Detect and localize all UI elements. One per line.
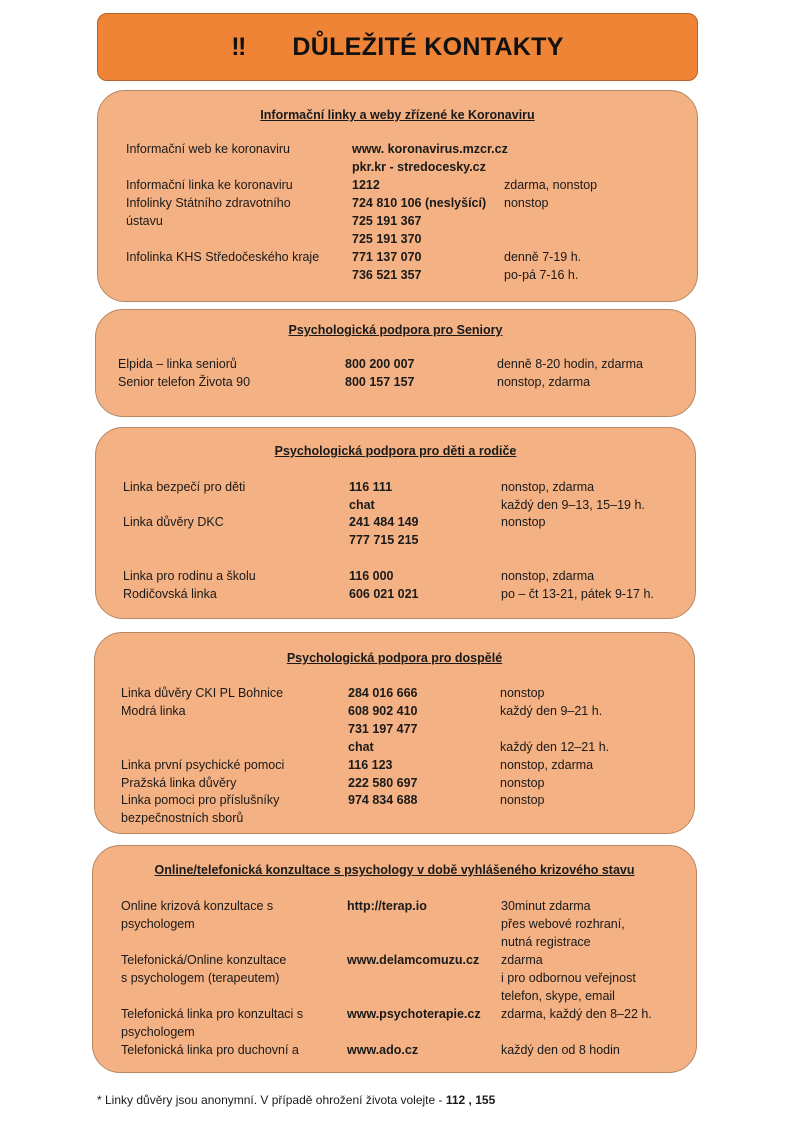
page-title: DŮLEŽITÉ KONTAKTY xyxy=(292,32,564,61)
section-online-consultation: Online/telefonická konzultace s psychology v době vyhlášeného krizového stavu Online krizová konzultace s http://terap.io 30minut zdarma psychologem přes webové rozhraní, nutná registrace Telefonická/Online konzultace www.delamcomuzu.cz zdarma s psychologem (terapeutem) i pro odbornou veřejnost telefon, skype, email Telefonická linka pro konzultaci s www.psychoterapie.cz zdarma, každý den 8–22 h. psychologem Telefonická linka pro duchovní a www.ado.cz každý den od 8 hodin xyxy=(92,845,697,1073)
section-children-parents: Psychologická podpora pro děti a rodiče Linka bezpečí pro děti 116 111 nonstop, zdarma chat každý den 9–13, 15–19 h. Linka důvěry DKC 241 484 149 nonstop 777 715 215 Linka pro rodinu a školu 116 000 nonstop, zdarma Rodičovská linka 606 021 021 po – čt 13-21, pátek 9-17 h. xyxy=(95,427,696,619)
section-title: Psychologická podpora pro děti a rodiče xyxy=(274,444,517,458)
section-title: Online/telefonická konzultace s psychology v době vyhlášeného krizového stavu xyxy=(154,863,635,877)
footer-text: * Linky důvěry jsou anonymní. V případě ohrožení života volejte - xyxy=(97,1093,446,1107)
page-title-banner xyxy=(97,13,698,81)
section-title: Informační linky a weby zřízené ke Koronaviru xyxy=(260,108,535,122)
emergency-numbers: 112 , 155 xyxy=(445,1093,496,1107)
footer-note xyxy=(97,1093,495,1107)
section-coronavirus-info: Informační linky a weby zřízené ke Koronaviru Informační web ke koronaviru www. koronavirus.mzcr.cz pkr.kr - stredocesky.cz Informační linka ke koronaviru 1212 zdarma, nonstop Infolinky Státního zdravotního 724 810 106 (neslyšící) nonstop ústavu 725 191 367 725 191 370 Infolinka KHS Středočeského kraje 771 137 070 denně 7-19 h. 736 521 357 po-pá 7-16 h. xyxy=(97,90,698,302)
section-adults: Psychologická podpora pro dospělé Linka důvěry CKI PL Bohnice 284 016 666 nonstop Modrá linka 608 902 410 každý den 9–21 h. 731 197 477 chat každý den 12–21 h. Linka první psychické pomoci 116 123 nonstop, zdarma Pražská linka důvěry 222 580 697 nonstop Linka pomoci pro příslušníky 974 834 688 nonstop bezpečnostních sborů xyxy=(94,632,695,834)
section-title: Psychologická podpora pro dospělé xyxy=(286,651,503,665)
section-title: Psychologická podpora pro Seniory xyxy=(288,323,503,337)
section-seniors: Psychologická podpora pro Seniory Elpida – linka seniorů 800 200 007 denně 8-20 hodin, zdarma Senior telefon Života 90 800 157 157 nonstop, zdarma xyxy=(95,309,696,417)
double-exclamation-icon: ‼ xyxy=(231,32,247,61)
